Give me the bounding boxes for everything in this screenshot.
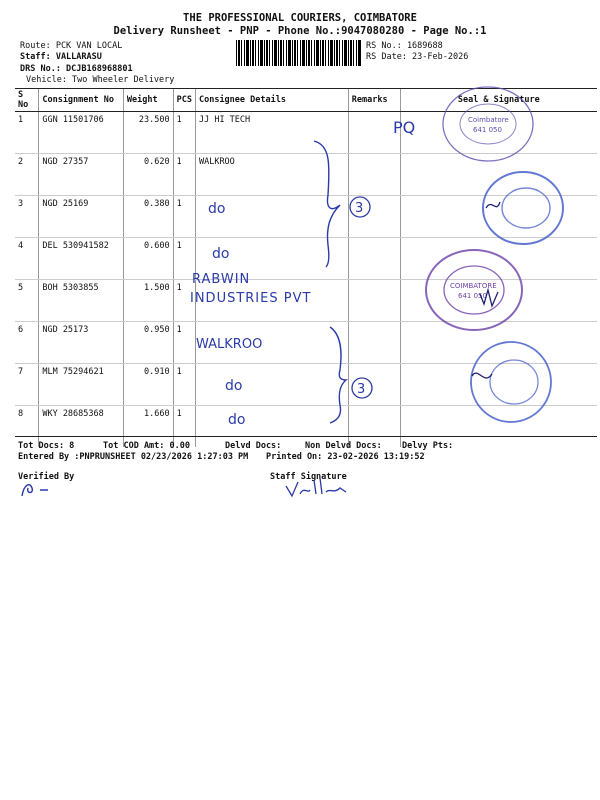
cell-consignment: NGD 25173	[39, 322, 124, 364]
verifier-signature	[18, 478, 68, 500]
cell-consignment: DEL 530941582	[39, 238, 124, 280]
stamp3-city: COIMBATORE	[450, 282, 497, 290]
cell-consignment: WKY 28685368	[39, 406, 124, 448]
company-stamp-2	[478, 168, 568, 248]
cell-sno: 5	[15, 280, 39, 322]
stamp1-pin: 641 050	[473, 126, 502, 134]
count-circle-bottom-text: 3	[357, 382, 366, 397]
handwritten-initials: PQ	[393, 118, 416, 137]
cell-sno: 8	[18, 409, 24, 419]
cell-pcs: 1	[173, 406, 195, 448]
printed-on: Printed On: 23-02-2026 13:19:52	[266, 452, 425, 462]
col-weight: Weight	[123, 89, 173, 112]
cell-weight: 1.660	[123, 406, 173, 448]
col-sno: S No	[15, 89, 39, 112]
vehicle-text: Vehicle: Two Wheeler Delivery	[26, 75, 175, 85]
non-delvd-docs: Non Delvd Docs:	[305, 441, 382, 451]
cell-weight: 0.950	[123, 322, 173, 364]
entered-by: Entered By :PNPRUNSHEET 02/23/2026 1:27:03 PM	[18, 452, 249, 462]
handwritten-do-row8: do	[228, 412, 246, 428]
tot-docs: Tot Docs: 8	[18, 441, 75, 451]
cell-weight: 0.910	[123, 364, 173, 406]
cell-consignment: GGN 11501706	[39, 112, 124, 154]
table-bottom-rule	[15, 436, 597, 437]
handwritten-do-row4: do	[212, 246, 230, 262]
cell-weight: 0.380	[123, 196, 173, 238]
stamp3-pin: 641 050	[458, 292, 487, 300]
cell-pcs: 1	[173, 112, 195, 154]
cell-sno: 3	[15, 196, 39, 238]
cell-weight: 1.500	[123, 280, 173, 322]
col-seal: Seal & Signature	[400, 89, 597, 112]
staff-signature	[284, 476, 354, 500]
handwritten-walkroo: WALKROO	[196, 337, 263, 352]
col-consignee: Consignee Details	[195, 89, 348, 112]
handwritten-braces	[300, 135, 380, 435]
cell-consignment: BOH 5303855	[39, 280, 124, 322]
delvy-pts: Delvy Pts:	[402, 441, 454, 451]
runsheet-subtitle: Delivery Runsheet - PNP - Phone No.:9047080280 - Page No.:1	[113, 25, 487, 37]
route-text: Route: PCK VAN LOCAL	[20, 41, 123, 51]
cell-sno: 2	[15, 154, 39, 196]
barcode	[236, 40, 362, 66]
cell-consignment: NGD 27357	[39, 154, 124, 196]
staff-signature-label: Staff Signature	[270, 472, 347, 482]
handwritten-rabwin-line2: INDUSTRIES PVT	[190, 291, 312, 306]
company-stamp-1	[440, 84, 540, 164]
brace-top	[314, 141, 340, 267]
cell-pcs: 1	[173, 196, 195, 238]
cell-weight: 23.500	[123, 112, 173, 154]
stamp1-city: Coimbatore	[468, 116, 509, 124]
cell-pcs: 1	[173, 322, 195, 364]
handwritten-do-row7: do	[225, 378, 243, 394]
cell-pcs: 1	[173, 238, 195, 280]
cell-weight: 0.620	[123, 154, 173, 196]
rs-no-text: RS No.: 1689688	[366, 41, 443, 51]
verified-by-label: Verified By	[18, 472, 75, 482]
staff-text: Staff: VALLARASU	[20, 52, 102, 62]
col-remarks: Remarks	[348, 89, 400, 112]
handwritten-rabwin-line1: RABWIN	[192, 272, 251, 287]
rs-date-text: RS Date: 23-Feb-2026	[366, 52, 469, 62]
cell-sno: 6	[15, 322, 39, 364]
col-pcs: PCS	[173, 89, 195, 112]
cell-consignee: JJ HI TECH	[195, 112, 348, 154]
brace-bottom	[330, 327, 346, 423]
cell-consignment: NGD 25169	[39, 196, 124, 238]
cell-consignee: WALKROO	[195, 154, 348, 196]
company-stamp-4	[466, 338, 556, 426]
company-title: THE PROFESSIONAL COURIERS, COIMBATORE	[183, 12, 417, 24]
cell-pcs: 1	[173, 154, 195, 196]
drs-text: DRS No.: DCJB168968801	[20, 64, 133, 74]
tot-cod-amt: Tot COD Amt: 0.00	[103, 441, 190, 451]
cell-consignment: MLM 75294621	[39, 364, 124, 406]
company-stamp-3	[420, 246, 530, 336]
cell-sno: 4	[15, 238, 39, 280]
count-circle-top-text: 3	[355, 201, 364, 216]
cell-sno: 1	[15, 112, 39, 154]
handwritten-do-row3: do	[208, 201, 226, 217]
cell-pcs: 1	[173, 280, 195, 322]
cell-sno: 7	[15, 364, 39, 406]
col-consignment: Consignment No	[39, 89, 124, 112]
cell-pcs: 1	[173, 364, 195, 406]
cell-weight: 0.600	[123, 238, 173, 280]
delvd-docs: Delvd Docs:	[225, 441, 282, 451]
